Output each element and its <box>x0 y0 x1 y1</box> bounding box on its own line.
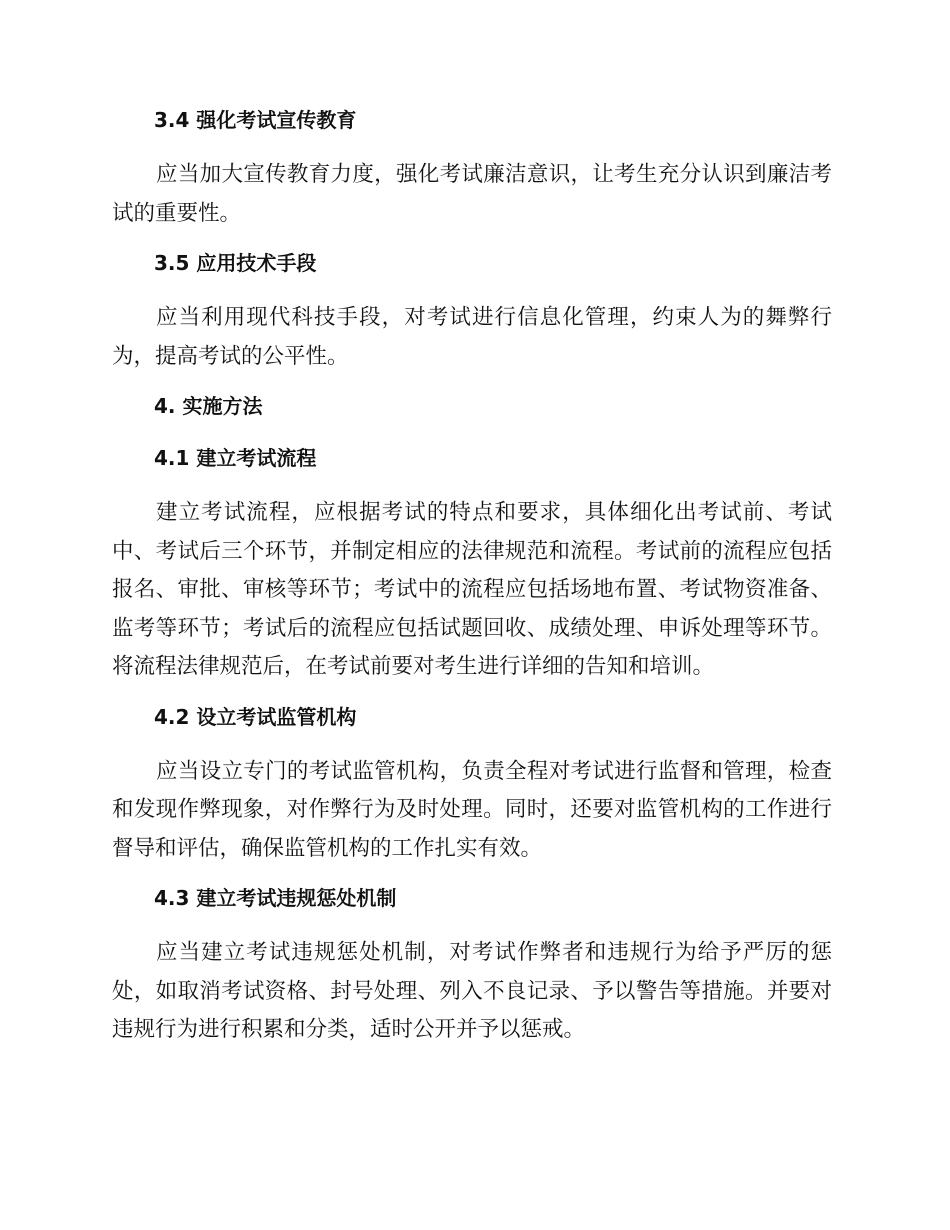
section-heading-4-2: 4.2 设立考试监管机构 <box>154 704 357 729</box>
section-heading-4-1: 4.1 建立考试流程 <box>154 446 317 470</box>
section-heading-4-3: 4.3 建立考试违规惩处机制 <box>154 886 397 910</box>
section-paragraph-3-4: 应当加大宣传教育力度，强化考试廉洁意识，让考生充分认识到廉洁考试的重要性。 <box>112 162 832 226</box>
section-paragraph-4-1: 建立考试流程，应根据考试的特点和要求，具体细化出考试前、考试中、考试后三个环节，并制定相应的法律规范和流程。考试前的流程应包括报名、审批、审核等环节；考试中的流程应包括场地布置、考试物资准备、监考等环节；考试后的流程应包括试题回收、成绩处理、申诉处理等环节。将流程法律规范后，在考试前要对考生进行详细的告知和培训。 <box>112 500 832 679</box>
section-heading-4: 4. 实施方法 <box>154 394 263 418</box>
section-paragraph-4-2: 应当设立专门的考试监管机构，负责全程对考试进行监督和管理，检查和发现作弊现象，对作弊行为及时处理。同时，还要对监管机构的工作进行督导和评估，确保监管机构的工作扎实有效。 <box>112 758 832 861</box>
section-heading-3-4: 3.4 强化考试宣传教育 <box>154 108 357 132</box>
section-paragraph-3-5: 应当利用现代科技手段，对考试进行信息化管理，约束人为的舞弊行为，提高考试的公平性。 <box>112 305 832 369</box>
section-heading-3-5: 3.5 应用技术手段 <box>154 251 317 275</box>
section-paragraph-4-3: 应当建立考试违规惩处机制，对考试作弊者和违规行为给予严厉的惩处，如取消考试资格、封号处理、列入不良记录、予以警告等措施。并要对违规行为进行积累和分类，适时公开并予以惩戒。 <box>112 940 832 1042</box>
document-page <box>112 104 832 1050</box>
